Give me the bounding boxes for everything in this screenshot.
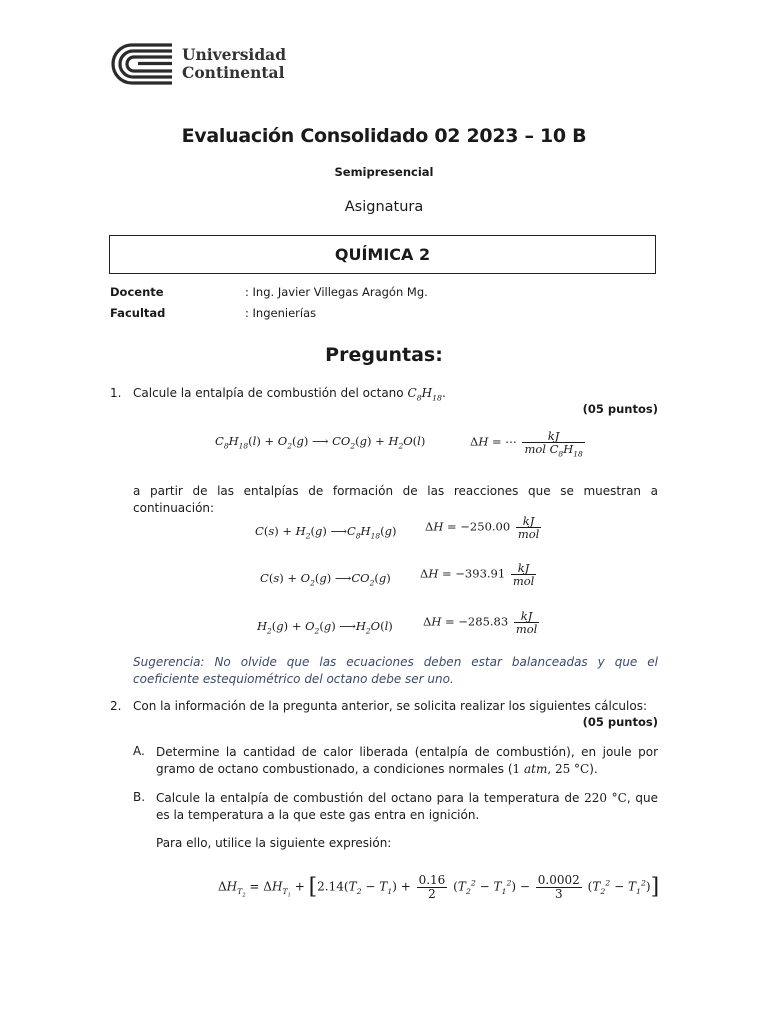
faculty-label: Facultad — [110, 306, 166, 320]
logo-mark-icon — [108, 42, 174, 86]
question-2-points: (05 puntos) — [582, 715, 658, 729]
octane-formula: $C_8H_{18}$ — [407, 386, 442, 403]
modality-label: Semipresencial — [334, 165, 434, 179]
formation-value-octane: −250.00 — [460, 519, 511, 534]
question-1-prompt: Calcule la entalpía de combustión del octano $C_8H_{18}$. — [133, 386, 446, 403]
exam-title: Evaluación Consolidado 02 2023 – 10 B — [181, 125, 587, 147]
item-a-text-end: ). — [589, 762, 598, 776]
question-1-hint: Sugerencia: No olvide que las ecuaciones deben estar balanceadas y que el coeficiente estequiométrico del octano debe ser uno. — [133, 655, 658, 686]
item-b-text: Calcule la entalpía de combustión del octano para la temperatura de 220 °C, que es la temperatura a la que este gas entra en ignición. — [156, 791, 658, 822]
teacher-value: : Ing. Javier Villegas Aragón Mg. — [245, 285, 428, 299]
formation-enthalpy-co2: ΔH = −393.91 $\frac{kJ}{\text{mol}}$ — [420, 561, 535, 589]
formation-equation-octane: $C(s) + H_2(g)$ $⟶C_8H_{18}(g)$ — [255, 524, 397, 541]
item-a-text: Determine la cantidad de calor liberada (entalpía de combustión), en joule por gramo de octano combustionado, a condiciones normales (1 atm, 25 °C). — [156, 745, 658, 776]
formation-equation-co2: $C(s) + O_2(g)$ $⟶CO_2(g)$ — [260, 571, 391, 588]
question-1-points: (05 puntos) — [582, 402, 658, 416]
institution-name-line1: Universidad — [182, 45, 287, 64]
question-1-intro: a partir de las entalpías de formación de las reacciones que se muestran a continuación: — [133, 484, 658, 515]
question-2-prompt: Con la información de la pregunta anterior, se solicita realizar los siguientes cálculos: — [133, 699, 647, 713]
item-b-letter: B. — [133, 790, 146, 804]
formation-equation-water: $H_2(g) + O_2(g)$ $⟶H_2O(l)$ — [257, 619, 393, 636]
institution-name-line2: Continental — [182, 63, 285, 82]
university-logo — [108, 42, 174, 86]
formation-value-water: −285.83 — [458, 614, 509, 629]
item-b-text-main: Calcule la entalpía de combustión del octano para la temperatura de — [156, 791, 580, 805]
faculty-value: : Ingenierías — [245, 306, 317, 320]
combustion-enthalpy: ΔH = ⋯ $\frac{kJ}{mol C_8H_{18}}$ — [470, 429, 583, 459]
item-a-text-main: Determine la cantidad de calor liberada (entalpía de combustión), en joule por gramo de octano combustionado, a condiciones normales ( — [156, 745, 658, 776]
item-a-letter: A. — [133, 744, 145, 758]
course-name: QUÍMICA 2 — [334, 245, 431, 264]
subject-label: Asignatura — [344, 199, 424, 215]
question-2-number: 2. — [110, 699, 122, 713]
course-name-box — [109, 235, 656, 274]
teacher-label: Docente — [110, 285, 164, 299]
institution-name — [182, 46, 286, 82]
enthalpy-temperature-expression: $\Delta H_{T_2} = \Delta H_{T_1} + [2.14(T_2 - T_1)$ + $\frac{0.16}{2}$ $(T_2^2 - T_1^2)$ − $\frac{0.0002}{3}$ $(T_2^2 - T_1^2)$] — [218, 873, 660, 901]
formation-enthalpy-octane: ΔH = −250.00 $\frac{kJ}{\text{mol}}$ — [425, 514, 540, 542]
question-1-prompt-text: Calcule la entalpía de combustión del octano — [133, 386, 404, 400]
questions-heading: Preguntas: — [325, 344, 443, 366]
question-1-number: 1. — [110, 386, 122, 400]
combustion-equation: $C_8H_{18}(l) + O_2(g)$ ⟶ $CO_2(g) + H_2O(l)$ — [215, 434, 426, 451]
expression-intro: Para ello, utilice la siguiente expresión: — [156, 836, 392, 850]
formation-enthalpy-water: ΔH = −285.83 $\frac{kJ}{\text{mol}}$ — [423, 609, 538, 637]
item-b-text-end: , que es la temperatura a la que este gas entra en ignición. — [156, 791, 658, 822]
formation-value-co2: −393.91 — [455, 566, 506, 581]
